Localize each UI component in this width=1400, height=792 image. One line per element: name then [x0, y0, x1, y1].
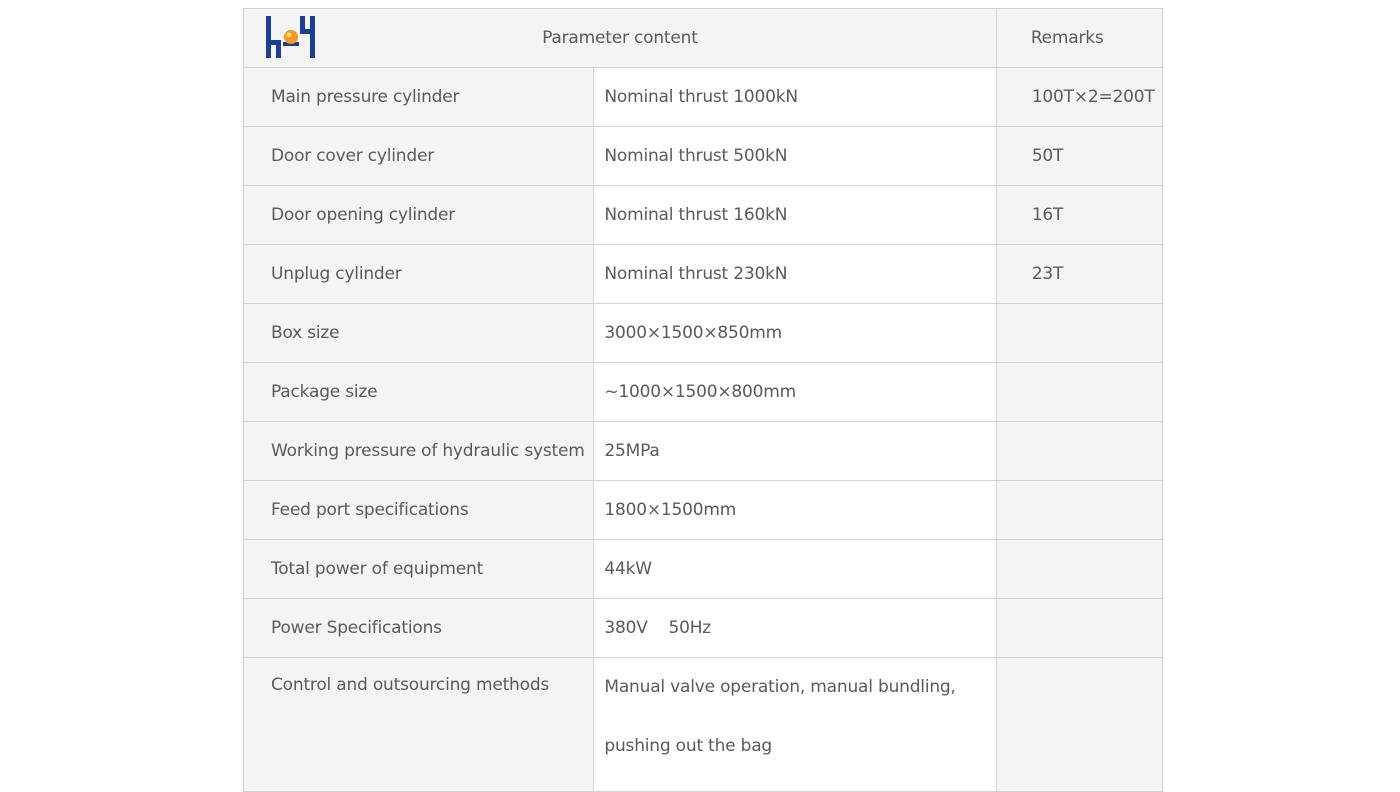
header-remarks: Remarks	[996, 9, 1162, 68]
parameter-name: Total power of equipment	[244, 540, 594, 599]
parameter-value: Manual valve operation, manual bundling, pushing out the bag	[594, 658, 996, 792]
parameter-remark	[996, 540, 1162, 599]
parameter-name: Control and outsourcing methods	[244, 658, 594, 792]
parameter-value: Nominal thrust 500kN	[594, 127, 996, 186]
parameter-remark: 23T	[996, 245, 1162, 304]
table-header-row	[244, 9, 1163, 68]
parameter-name: Box size	[244, 304, 594, 363]
parameter-name: Feed port specifications	[244, 481, 594, 540]
parameter-remark	[996, 304, 1162, 363]
parameter-value: Nominal thrust 1000kN	[594, 68, 996, 127]
table-row	[244, 127, 1163, 186]
spec-table-body	[244, 68, 1163, 792]
table-row	[244, 68, 1163, 127]
parameter-value: Nominal thrust 160kN	[594, 186, 996, 245]
parameter-value: Nominal thrust 230kN	[594, 245, 996, 304]
parameter-remark: 16T	[996, 186, 1162, 245]
parameter-remark	[996, 363, 1162, 422]
table-row	[244, 304, 1163, 363]
parameter-name: Unplug cylinder	[244, 245, 594, 304]
table-row	[244, 540, 1163, 599]
parameter-value: 1800×1500mm	[594, 481, 996, 540]
table-row	[244, 363, 1163, 422]
parameter-value: ~1000×1500×800mm	[594, 363, 996, 422]
table-row	[244, 186, 1163, 245]
parameter-name: Main pressure cylinder	[244, 68, 594, 127]
parameter-remark	[996, 599, 1162, 658]
parameter-value: 380V 50Hz	[594, 599, 996, 658]
parameter-value: 3000×1500×850mm	[594, 304, 996, 363]
header-parameter-content-label: Parameter content	[542, 28, 698, 48]
parameter-remark: 50T	[996, 127, 1162, 186]
parameter-name: Power Specifications	[244, 599, 594, 658]
parameter-value: 25MPa	[594, 422, 996, 481]
header-parameter-content	[244, 9, 997, 68]
parameter-remark	[996, 481, 1162, 540]
table-row	[244, 245, 1163, 304]
parameter-remark: 100T×2=200T	[996, 68, 1162, 127]
parameter-remark	[996, 658, 1162, 792]
parameter-name: Door opening cylinder	[244, 186, 594, 245]
parameter-remark	[996, 422, 1162, 481]
company-logo-icon	[266, 16, 316, 58]
table-row	[244, 658, 1163, 792]
parameter-name: Door cover cylinder	[244, 127, 594, 186]
spec-table	[243, 8, 1163, 792]
parameter-name: Package size	[244, 363, 594, 422]
table-row	[244, 481, 1163, 540]
table-row	[244, 422, 1163, 481]
parameter-value: 44kW	[594, 540, 996, 599]
table-row	[244, 599, 1163, 658]
parameter-name: Working pressure of hydraulic system	[244, 422, 594, 481]
